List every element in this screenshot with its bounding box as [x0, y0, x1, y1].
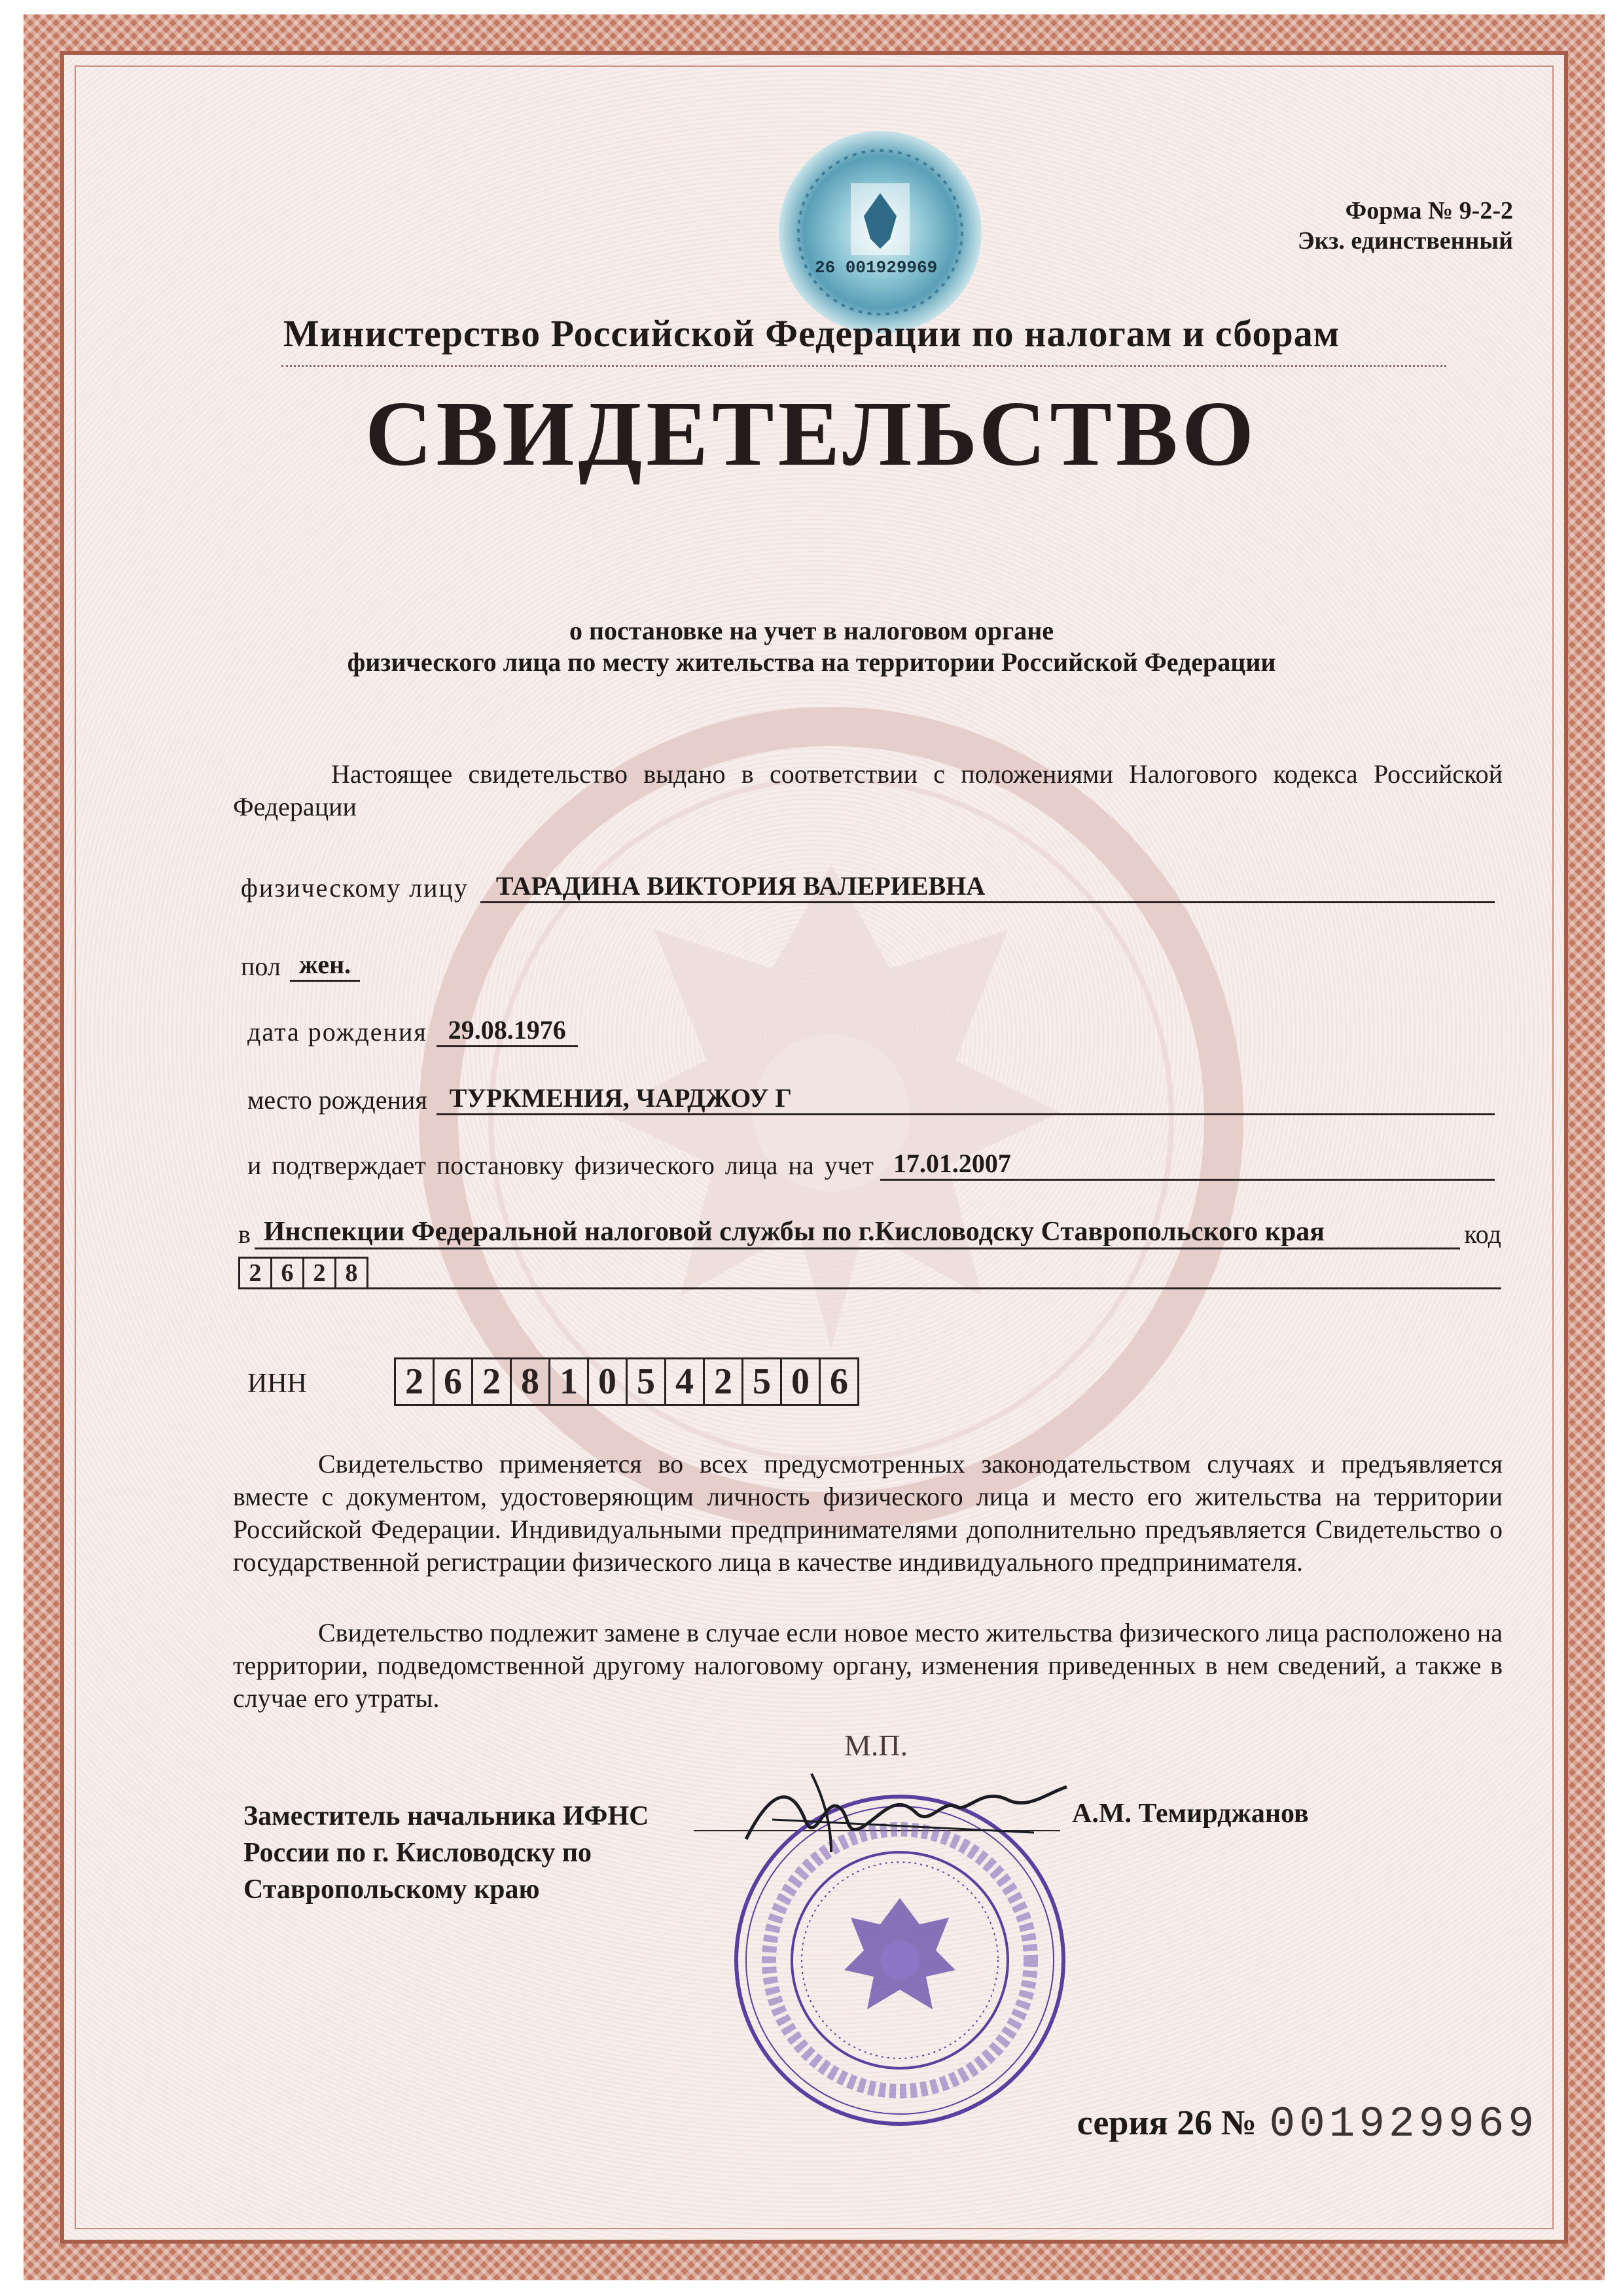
birthdate-label: дата рождения	[247, 1017, 427, 1047]
code-digit: 6	[270, 1257, 302, 1289]
inn-digit: 6	[819, 1357, 859, 1406]
series-label: серия 26 №	[1077, 2103, 1257, 2142]
signatory-position-line-2: России по г. Кисловодску по	[243, 1838, 592, 1868]
document-title: СВИДЕТЕЛЬСТВО	[365, 382, 1258, 485]
ministry-name: Министерство Российской Федерации по налогам и сборам	[283, 312, 1340, 355]
subtitle-line-1: о постановке на учет в налоговом органе	[569, 616, 1054, 645]
code-digit: 2	[302, 1257, 334, 1289]
inn-digit: 0	[587, 1357, 626, 1406]
code-row	[238, 1257, 1501, 1289]
birthplace-row	[247, 1083, 1495, 1115]
authority-row	[238, 1216, 1501, 1249]
code-digit: 8	[334, 1257, 368, 1289]
terms-paragraph-2: Свидетельство подлежит замене в случае если новое место жительства физического лица расположено на территории, подведомственной другому налоговому органу, изменения приведенных в нем сведений, а также в случае его утраты.	[233, 1618, 1503, 1713]
authority-prefix: в	[238, 1219, 251, 1249]
inn-digit: 6	[433, 1357, 471, 1406]
ministry-divider	[281, 365, 1446, 367]
signatory-position-line-1: Заместитель начальника ИФНС	[243, 1801, 649, 1831]
inn-digit: 8	[510, 1357, 548, 1406]
copy-note: Экз. единственный	[1297, 227, 1513, 255]
inn-digit: 0	[780, 1357, 819, 1406]
inn-digit: 2	[703, 1357, 741, 1406]
sex-value: жен.	[290, 949, 360, 982]
birthdate-value: 29.08.1976	[437, 1014, 578, 1047]
hologram-serial: 26 001929969	[815, 258, 938, 278]
registration-label: и подтверждает постановку физического лица на учет	[247, 1151, 874, 1180]
inn-digit: 4	[664, 1357, 703, 1406]
inn-digit: 5	[626, 1357, 664, 1406]
person-row	[241, 870, 1495, 903]
sex-label: пол	[241, 952, 281, 981]
tax-office-code	[238, 1257, 368, 1289]
inn-label: ИНН	[247, 1369, 307, 1399]
inn-digit: 2	[394, 1357, 433, 1406]
code-digit: 2	[238, 1257, 270, 1289]
subtitle-line-2: физического лица по месту жительства на территории Российской Федерации	[347, 647, 1276, 677]
form-number: Форма № 9-2-2	[1345, 197, 1513, 224]
intro-paragraph: Настоящее свидетельство выдано в соответствии с положениями Налогового кодекса Российской Федерации	[233, 759, 1503, 821]
inn-digit: 2	[471, 1357, 510, 1406]
code-label: код	[1464, 1219, 1501, 1249]
serial-number: 001929969	[1269, 2100, 1538, 2149]
birthdate-row	[247, 1014, 578, 1047]
hologram-seal-icon	[772, 124, 988, 340]
inn-digit: 1	[548, 1357, 587, 1406]
seal-place-label: М.П.	[844, 1729, 908, 1762]
code-underline	[368, 1287, 1501, 1289]
authority-name: Инспекции Федеральной налоговой службы по г.Кисловодску Ставропольского края	[255, 1216, 1461, 1249]
signatory-name: А.М. Темирджанов	[1072, 1799, 1309, 1829]
person-name: ТАРАДИНА ВИКТОРИЯ ВАЛЕРИЕВНА	[480, 870, 1495, 903]
registration-row	[247, 1148, 1495, 1181]
sex-row	[241, 949, 360, 982]
inn-digit: 5	[741, 1357, 780, 1406]
person-label: физическому лицу	[241, 873, 469, 903]
registration-date: 17.01.2007	[880, 1148, 1495, 1181]
birthplace-label: место рождения	[247, 1085, 427, 1115]
terms-paragraph-1: Свидетельство применяется во всех предусмотренных законодательством случаях и предъявляется вместе с документом, удостоверяющим личность физического лица и место его жительства на территории Российской Федерации. Индивидуальными предпринимателями дополнительно предъявляется Свидетельство о государственной регистрации физического лица в качестве индивидуального предпринимателя.	[233, 1449, 1503, 1577]
signatory-position-line-3: Ставропольскому краю	[243, 1874, 540, 1905]
birthplace-value: ТУРКМЕНИЯ, ЧАРДЖОУ Г	[437, 1083, 1495, 1115]
inn-boxes	[394, 1357, 859, 1406]
handwritten-signature-icon	[733, 1761, 1073, 1865]
